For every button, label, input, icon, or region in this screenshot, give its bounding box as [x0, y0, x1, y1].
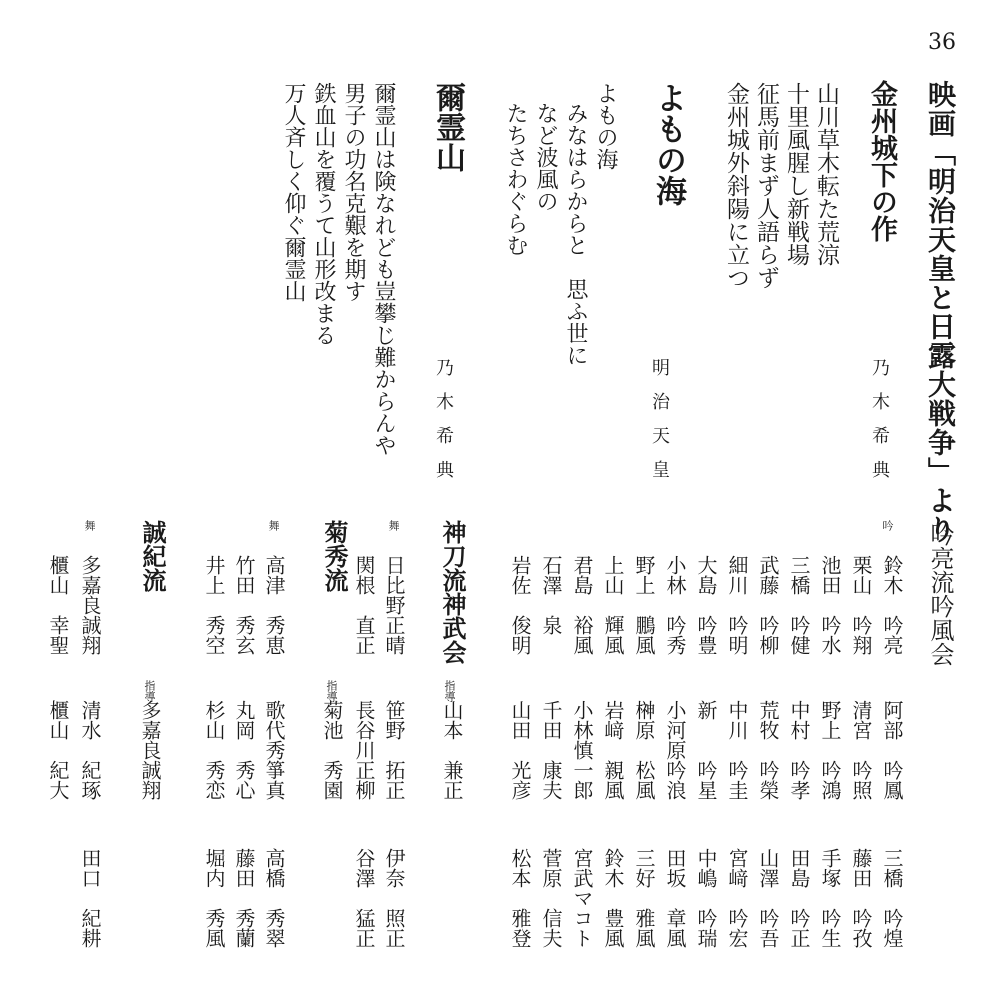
performer-name: 長谷川正柳 — [352, 700, 376, 800]
performer-name: 岩佐 俊明 — [508, 555, 532, 655]
performer-name: 藤田 吟孜 — [849, 848, 873, 948]
performer-name: 石澤 泉 — [539, 555, 563, 635]
performer-name: 三橋 吟煌 — [880, 848, 904, 948]
kiku-group-name: 菊秀流 — [320, 520, 349, 592]
performer-name: 鈴木 吟亮 — [880, 555, 904, 655]
performer-name: 丸岡 秀心 — [232, 700, 256, 800]
performer-name: 岩﨑 親風 — [601, 700, 625, 800]
poem3-line: 万人斉しく仰ぐ爾霊山 — [281, 82, 306, 302]
performer-name: 大島 吟豊 — [694, 555, 718, 655]
performer-name: 松本 雅登 — [508, 848, 532, 948]
poem2-title: よもの海 — [650, 82, 686, 206]
poem3-line: 鉄血山を覆うて山形改まる — [311, 82, 336, 346]
kiku-leader: 菊池 秀園 — [320, 700, 344, 800]
performer-name: 野上 吟鴻 — [818, 700, 842, 800]
performer-name: 山澤 吟吾 — [756, 848, 780, 948]
performer-name: 宮﨑 吟宏 — [725, 848, 749, 948]
group-name: 吟亮流吟風会 — [926, 522, 954, 666]
performer-name: 千田 康夫 — [539, 700, 563, 800]
performer-name: 山田 光彦 — [508, 700, 532, 800]
performer-name: 田口 紀耕 — [78, 848, 102, 948]
poem1-line: 十里風腥し新戦場 — [783, 82, 809, 266]
performer-name: 伊奈 照正 — [382, 848, 406, 948]
performer-name: 菅原 信夫 — [539, 848, 563, 948]
performer-name: 三橋 吟健 — [787, 555, 811, 655]
performer-name: 櫃山 幸聖 — [46, 555, 70, 655]
shinto-group-name: 神刀流神武会 — [438, 520, 467, 664]
poem3-line: 爾霊山は険なれども豈攀じ難からんや — [371, 82, 396, 456]
performer-name: 小林慎一郎 — [570, 700, 594, 800]
shinto-leader-label: 指導 — [443, 680, 456, 702]
poem1-line: 金州城外斜陽に立つ — [723, 82, 749, 289]
performer-name: 細川 吟明 — [725, 555, 749, 655]
poem2-line: よもの海 — [593, 82, 618, 170]
performer-name: 日比野正晴 — [382, 555, 406, 655]
kiku-leader-label: 指導 — [325, 680, 338, 702]
performer-name: 藤田 秀蘭 — [232, 848, 256, 948]
performer-name: 井上 秀空 — [202, 555, 226, 655]
seiki-group-name: 誠紀流 — [138, 520, 167, 592]
poem2-author: 明治天皇 — [649, 358, 670, 494]
performer-name: 多嘉良誠翔 — [78, 555, 102, 655]
poem1-line: 山川草木転た荒涼 — [813, 82, 839, 266]
page-number: 36 — [928, 30, 956, 55]
performer-name: 新 吟星 — [694, 700, 718, 800]
performer-name: 清宮 吟照 — [849, 700, 873, 800]
performer-name: 榊原 松風 — [632, 700, 656, 800]
performer-name: 荒牧 吟榮 — [756, 700, 780, 800]
poem2-line: など波風の — [533, 102, 558, 212]
shinto-leader: 山本 兼正 — [440, 700, 464, 800]
performer-name: 中川 吟圭 — [725, 700, 749, 800]
performer-name: 清水 紀琢 — [78, 700, 102, 800]
performer-name: 阿部 吟鳳 — [880, 700, 904, 800]
shinto-dance-label: 舞 — [387, 520, 400, 531]
performer-name: 谷澤 猛正 — [352, 848, 376, 948]
poem2-line: みなはらからと 思ふ世に — [563, 102, 588, 366]
performer-name: 堀内 秀風 — [202, 848, 226, 948]
performer-name: 小河原吟浪 — [663, 700, 687, 800]
performer-name: 関根 直正 — [352, 555, 376, 655]
performer-name: 君島 裕風 — [570, 555, 594, 655]
poem1-author: 乃木希典 — [869, 358, 890, 494]
poem1-line: 征馬前まず人語らず — [753, 82, 779, 289]
poem1-title: 金州城下の作 — [866, 80, 897, 242]
performer-name: 栗山 吟翔 — [849, 555, 873, 655]
kiku-dance-label: 舞 — [267, 520, 280, 531]
performer-name: 歌代秀箏真 — [262, 700, 286, 800]
performer-name: 池田 吟水 — [818, 555, 842, 655]
performer-name: 中村 吟孝 — [787, 700, 811, 800]
performer-name: 野上 鵬風 — [632, 555, 656, 655]
performer-name: 笹野 拓正 — [382, 700, 406, 800]
performer-name: 中嶋 吟瑞 — [694, 848, 718, 948]
performer-name: 田島 吟正 — [787, 848, 811, 948]
seiki-leader-label: 指導 — [143, 680, 156, 702]
seiki-leader: 多嘉良誠翔 — [138, 700, 162, 800]
performer-name: 宮武マコト — [570, 848, 594, 948]
performer-name: 高津 秀恵 — [262, 555, 286, 655]
performer-name: 竹田 秀玄 — [232, 555, 256, 655]
page-title: 映画「明治天皇と日露大戦争」より — [924, 80, 957, 544]
performer-name: 小林 吟秀 — [663, 555, 687, 655]
performer-name: 櫃山 紀大 — [46, 700, 70, 800]
performer-name: 三好 雅風 — [632, 848, 656, 948]
performer-name: 手塚 吟生 — [818, 848, 842, 948]
poem2-line: たちさわぐらむ — [503, 102, 528, 256]
poem3-author: 乃木希典 — [433, 358, 454, 494]
performer-name: 上山 輝風 — [601, 555, 625, 655]
performer-name: 武藤 吟柳 — [756, 555, 780, 655]
performer-name: 田坂 章風 — [663, 848, 687, 948]
performer-name: 鈴木 豊風 — [601, 848, 625, 948]
poem3-line: 男子の功名克艱を期す — [341, 82, 366, 302]
seiki-dance-label: 舞 — [83, 520, 96, 531]
performer-name: 杉山 秀恋 — [202, 700, 226, 800]
poem3-title: 爾霊山 — [430, 82, 465, 172]
performer-name: 高橋 秀翠 — [262, 848, 286, 948]
gin-label: 吟 — [881, 520, 894, 531]
